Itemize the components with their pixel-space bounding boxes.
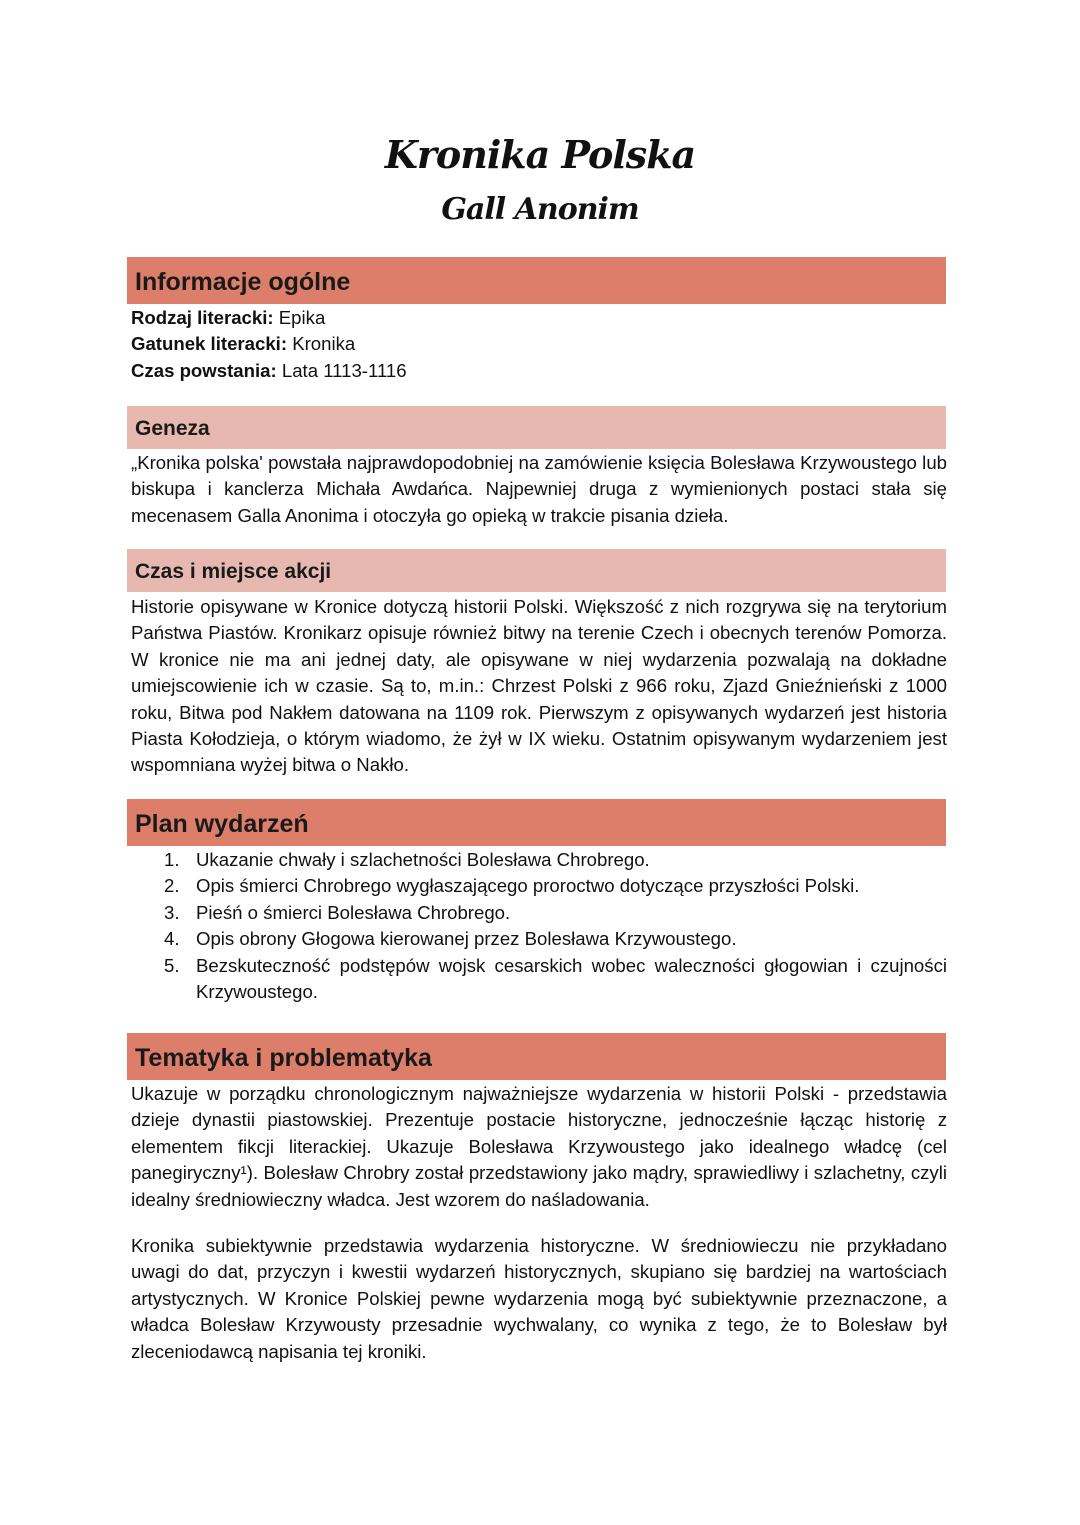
- tematyka-text: [131, 1081, 947, 1365]
- list-item: 2. Opis śmierci Chrobrego wygłaszającego proroctwo dotyczące przyszłości Polski.: [164, 875, 860, 897]
- info-row-genre-kind: [131, 305, 947, 331]
- info-row-genre: [131, 331, 947, 357]
- info-list: [131, 305, 947, 384]
- list-item: 4. Opis obrony Głogowa kierowanej przez Bolesława Krzywoustego.: [164, 928, 737, 950]
- geneza-text: [131, 450, 947, 529]
- info-value: Kronika: [287, 333, 356, 355]
- list-item: 5. Bezskuteczność podstępów wojsk cesarskich wobec waleczności głogowian i czujności Krzywoustego.: [164, 954, 947, 1003]
- paragraph: Historie opisywane w Kronice dotyczą historii Polski. Większość z nich rozgrywa się na terytorium Państwa Piastów. Kronikarz opisuje również bitwy na terenie Czech i obecnych terenów Pomorza. W kronice nie ma ani jednej daty, ale opisywane w niej wydarzenia pozwalają na dokładne umiejscowienie ich w czasie. Są to, m.in.: Chrzest Polski z 966 roku, Zjazd Gnieźnieński z 1000 roku, Bitwa pod Nakłem datowana na 1109 rok. Pierwszym z opisywanych wydarzeń jest historia Piasta Kołodzieja, o którym wiadomo, że żył w IX wieku. Ostatnim opisywanym wydarzeniem jest wspomniana wyżej bitwa o Nakło.: [131, 596, 947, 776]
- info-label: Czas powstania:: [131, 359, 277, 381]
- section-heading-plan: Plan wydarzeń: [127, 799, 946, 846]
- paragraph: Kronika subiektywnie przedstawia wydarzenia historyczne. W średniowieczu nie przykładano uwagi do dat, przyczyn i kwestii wydarzeń historycznych, skupiano się bardziej na wartościach artystycznych. W Kronice Polskiej pewne wydarzenia mogą być subiektywnie przeznaczone, a władca Bolesław Krzywousty przesadnie wychwalany, co wynika z tego, że to Bolesław był zleceniodawcą napisania tej kroniki.: [131, 1235, 947, 1362]
- section-heading-tematyka: Tematyka i problematyka: [127, 1033, 946, 1080]
- info-value: Lata 1113-1116: [276, 359, 407, 381]
- info-label: Gatunek literacki:: [131, 333, 288, 355]
- info-label: Rodzaj literacki:: [131, 307, 274, 328]
- section-heading-info: Informacje ogólne: [127, 257, 946, 304]
- document-subtitle: Gall Anonim: [441, 192, 639, 227]
- section-heading-czas: Czas i miejsce akcji: [127, 549, 946, 592]
- info-row-date: [131, 358, 947, 384]
- plan-list: [131, 847, 947, 1005]
- paragraph: „Kronika polska' powstała najprawdopodobniej na zamówienie księcia Bolesława Krzywoustego lub biskupa i kanclerza Michała Awdańca. Najpewniej druga z wymienionych postaci stała się mecenasem Galla Anonima i otoczyła go opieką w trakcie pisania dzieła.: [131, 452, 947, 526]
- list-item: 1. Ukazanie chwały i szlachetności Bolesława Chrobrego.: [164, 849, 650, 870]
- list-item: 3. Pieśń o śmierci Bolesława Chrobrego.: [164, 901, 511, 923]
- paragraph: Ukazuje w porządku chronologicznym najważniejsze wydarzenia w historii Polski - przedstawia dzieje dynastii piastowskiej. Prezentuje postacie historyczne, jednocześnie łącząc historię z elementem fikcji literackiej. Ukazuje Bolesława Krzywoustego jako idealnego władcę (cel panegiryczny¹). Bolesław Chrobry został przedstawiony jako mądry, sprawiedliwy i szlachetny, czyli idealny średniowieczny władca. Jest wzorem do naśladowania.: [131, 1083, 947, 1210]
- document-title: Kronika Polska: [384, 132, 696, 177]
- czas-text: [131, 594, 947, 779]
- section-heading-geneza: Geneza: [127, 406, 946, 449]
- info-value: Epika: [273, 307, 326, 328]
